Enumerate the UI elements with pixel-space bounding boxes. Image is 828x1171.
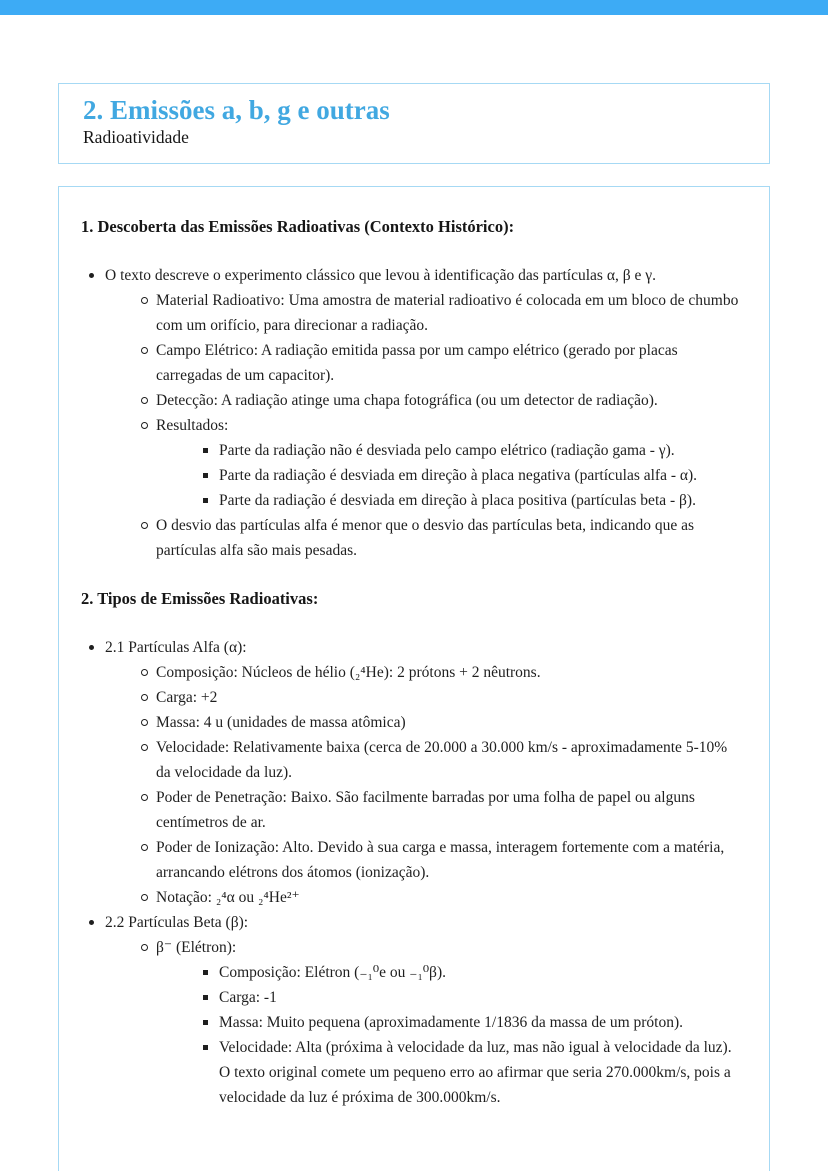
- bullet-list: [81, 635, 745, 1110]
- list-item: [81, 885, 745, 910]
- list-item: [81, 785, 745, 835]
- list-item: [81, 388, 745, 413]
- list-item-text: Material Radioativo: Uma amostra de material radioativo é colocada em um bloco de chumbo com um orifício, para direcionar a radiação.: [156, 292, 739, 334]
- bullet-square-icon: [203, 488, 219, 513]
- bullet-square-icon: [203, 985, 219, 1010]
- list-item-text: Poder de Ionização: Alto. Devido à sua carga e massa, interagem fortemente com a matéria, arrancando elétrons dos átomos (ionização).: [156, 839, 725, 881]
- list-item-text: O desvio das partículas alfa é menor que o desvio das partículas beta, indicando que as partículas alfa são mais pesadas.: [156, 517, 695, 559]
- list-item: [81, 935, 745, 960]
- bullet-circle-icon: [141, 388, 156, 413]
- list-item: [81, 685, 745, 710]
- sections-container: [81, 217, 745, 1110]
- bullet-circle-icon: [141, 885, 156, 910]
- bullet-square-icon: [203, 463, 219, 488]
- list-item: [81, 1010, 745, 1035]
- list-item-text: Campo Elétrico: A radiação emitida passa por um campo elétrico (gerado por placas carregadas de um capacitor).: [156, 342, 678, 384]
- list-item-text: Detecção: A radiação atinge uma chapa fotográfica (ou um detector de radiação).: [156, 392, 658, 409]
- list-item-text: Composição: Elétron (₋₁⁰e ou ₋₁⁰β).: [219, 964, 446, 981]
- section: [81, 217, 745, 563]
- bullet-square-icon: [203, 438, 219, 463]
- bullet-disc-icon: [89, 635, 105, 660]
- bullet-circle-icon: [141, 338, 156, 363]
- list-item: [81, 660, 745, 685]
- list-item-text: Velocidade: Alta (próxima à velocidade da luz, mas não igual à velocidade da luz). O texto original comete um pequeno erro ao afirmar que seria 270.000km/s, pois a velocidade da luz é próxima de 300.000km/s.: [219, 1039, 732, 1106]
- list-item: [81, 438, 745, 463]
- list-item: [81, 910, 745, 935]
- list-item: [81, 463, 745, 488]
- list-item-text: Velocidade: Relativamente baixa (cerca de 20.000 a 30.000 km/s - aproximadamente 5-10% da velocidade da luz).: [156, 739, 728, 781]
- section-heading: 2. Tipos de Emissões Radioativas:: [81, 589, 319, 608]
- list-item: [81, 635, 745, 660]
- list-item-text: β⁻ (Elétron):: [156, 939, 237, 956]
- list-item-text: Carga: -1: [219, 989, 277, 1006]
- list-item-text: Massa: Muito pequena (aproximadamente 1/1836 da massa de um próton).: [219, 1014, 684, 1031]
- bullet-circle-icon: [141, 513, 156, 538]
- list-item: [81, 338, 745, 388]
- bullet-circle-icon: [141, 413, 156, 438]
- list-item-text: Carga: +2: [156, 689, 218, 706]
- bullet-list: [81, 263, 745, 563]
- list-item: [81, 835, 745, 885]
- list-item-text: Poder de Penetração: Baixo. São facilmente barradas por uma folha de papel ou alguns centímetros de ar.: [156, 789, 695, 831]
- list-item: [81, 413, 745, 438]
- list-item: [81, 960, 745, 985]
- top-accent-bar: [0, 0, 828, 15]
- list-item-text: 2.1 Partículas Alfa (α):: [105, 639, 247, 656]
- list-item-text: 2.2 Partículas Beta (β):: [105, 914, 249, 931]
- bullet-disc-icon: [89, 910, 105, 935]
- bullet-circle-icon: [141, 935, 156, 960]
- content-card: [58, 186, 770, 1171]
- list-item: [81, 985, 745, 1010]
- list-item-text: Parte da radiação é desviada em direção à placa negativa (partículas alfa - α).: [219, 467, 698, 484]
- bullet-circle-icon: [141, 785, 156, 810]
- list-item-text: Notação: ₂⁴α ou ₂⁴He²⁺: [156, 889, 300, 906]
- page-subtitle: Radioatividade: [83, 127, 189, 148]
- section-heading: 1. Descoberta das Emissões Radioativas (Contexto Histórico):: [81, 217, 515, 236]
- title-card: [58, 83, 770, 164]
- bullet-disc-icon: [89, 263, 105, 288]
- bullet-circle-icon: [141, 835, 156, 860]
- bullet-square-icon: [203, 1035, 219, 1060]
- list-item: [81, 513, 745, 563]
- bullet-square-icon: [203, 960, 219, 985]
- bullet-circle-icon: [141, 660, 156, 685]
- bullet-circle-icon: [141, 685, 156, 710]
- list-item: [81, 288, 745, 338]
- list-item-text: Parte da radiação é desviada em direção à placa positiva (partículas beta - β).: [219, 492, 696, 509]
- list-item-text: Resultados:: [156, 417, 229, 434]
- list-item: [81, 1035, 745, 1110]
- bullet-circle-icon: [141, 710, 156, 735]
- list-item-text: Parte da radiação não é desviada pelo campo elétrico (radiação gama - γ).: [219, 442, 675, 459]
- list-item: [81, 263, 745, 288]
- section: [81, 589, 745, 1110]
- list-item: [81, 488, 745, 513]
- bullet-square-icon: [203, 1010, 219, 1035]
- list-item: [81, 735, 745, 785]
- list-item: [81, 710, 745, 735]
- bullet-circle-icon: [141, 735, 156, 760]
- page-title: 2. Emissões a, b, g e outras: [83, 95, 390, 125]
- list-item-text: Massa: 4 u (unidades de massa atômica): [156, 714, 406, 731]
- list-item-text: Composição: Núcleos de hélio (₂⁴He): 2 prótons + 2 nêutrons.: [156, 664, 541, 681]
- bullet-circle-icon: [141, 288, 156, 313]
- list-item-text: O texto descreve o experimento clássico que levou à identificação das partículas α, β e γ.: [105, 267, 656, 284]
